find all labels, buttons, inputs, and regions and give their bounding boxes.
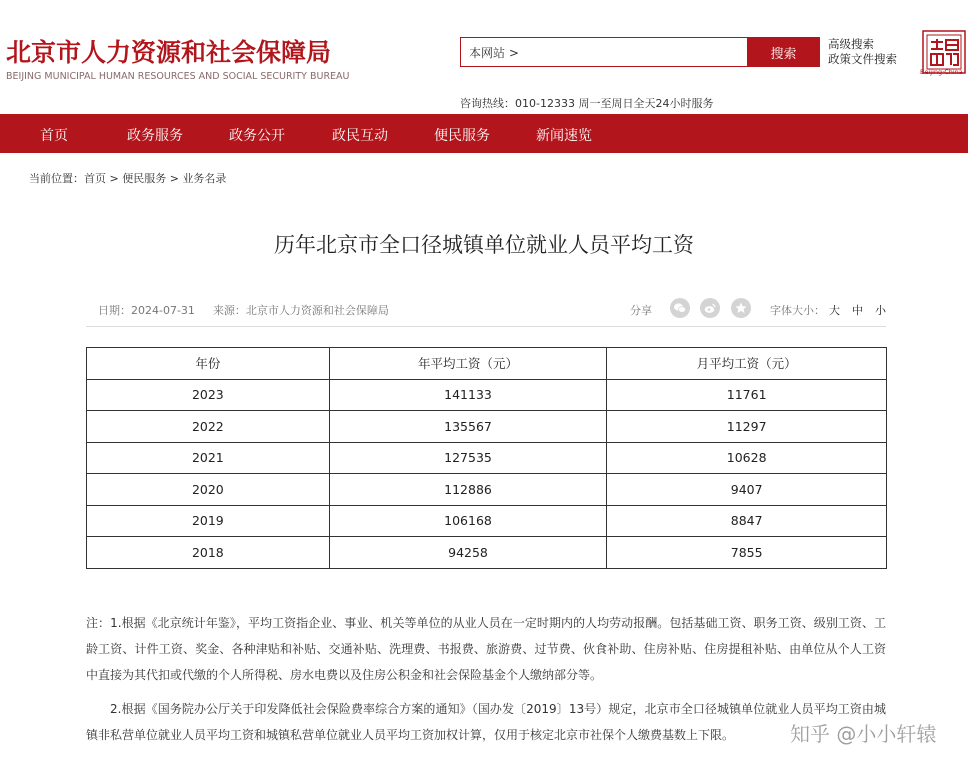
breadcrumb-label: 当前位置： — [29, 172, 84, 185]
table-cell-year: 2023 — [87, 379, 330, 411]
table-row — [87, 442, 887, 474]
advanced-search-link[interactable]: 高级搜索 — [828, 37, 874, 51]
table-cell-year: 2022 — [87, 411, 330, 443]
table-cell-annual: 141133 — [329, 379, 607, 411]
site-logo-title[interactable]: 北京市人力资源和社会保障局 — [6, 38, 332, 67]
table-row — [87, 537, 887, 569]
table-cell-annual: 112886 — [329, 474, 607, 506]
nav-item-news[interactable]: 新闻速览 — [536, 128, 592, 144]
table-cell-monthly: 8847 — [607, 505, 887, 537]
nav-item-gov-open[interactable]: 政务公开 — [229, 128, 285, 144]
breadcrumb-separator: > — [166, 172, 183, 185]
table-cell-monthly: 11761 — [607, 379, 887, 411]
nav-item-public-services[interactable]: 便民服务 — [434, 128, 490, 144]
watermark-text: 知乎 @小小轩辕 — [790, 722, 937, 746]
table-row — [87, 379, 887, 411]
table-header-row — [87, 348, 887, 380]
page-title: 历年北京市全口径城镇单位就业人员平均工资 — [274, 233, 694, 257]
article-date: 日期：2024-07-31 — [98, 304, 195, 317]
table-header-year: 年份 — [87, 348, 330, 380]
breadcrumb-item-home[interactable]: 首页 — [84, 172, 106, 185]
hotline-text: 咨询热线：010-12333 周一至周日全天24小时服务 — [460, 97, 714, 110]
table-row — [87, 474, 887, 506]
table-cell-year: 2020 — [87, 474, 330, 506]
nav-item-gov-services[interactable]: 政务服务 — [127, 128, 183, 144]
nav-item-interaction[interactable]: 政民互动 — [332, 128, 388, 144]
wechat-share-icon[interactable] — [670, 298, 690, 318]
search-box — [460, 37, 748, 67]
article-source: 来源：北京市人力资源和社会保障局 — [212, 304, 389, 317]
article-notes — [86, 610, 886, 756]
table-cell-year: 2019 — [87, 505, 330, 537]
breadcrumb-item-business-list[interactable]: 业务名录 — [182, 172, 227, 185]
table-cell-annual: 94258 — [329, 537, 607, 569]
search-input[interactable] — [461, 38, 748, 66]
note-paragraph-2: 2.根据《国务院办公厅关于印发降低社会保险费率综合方案的通知》（国办发〔2019〕13号）规定，北京市全口径城镇单位就业人员平均工资由城镇非私营单位就业人员平均工资和城镇私营单位就业人员平均工资加权计算，仅用于核定北京市社保个人缴费基数上下限。 — [86, 702, 886, 742]
table-cell-monthly: 11297 — [607, 411, 887, 443]
nav-item-home[interactable]: 首页 — [40, 128, 68, 144]
table-cell-year: 2018 — [87, 537, 330, 569]
font-size-medium[interactable]: 中 — [852, 304, 863, 317]
note-paragraph-1: 注：1.根据《北京统计年鉴》，平均工资指企业、事业、机关等单位的从业人员在一定时期内的人均劳动报酬。包括基础工资、职务工资、级别工资、工龄工资、计件工资、奖金、各种津贴和补贴、交通补贴、洗理费、书报费、旅游费、过节费、伙食补助、住房补贴、住房提租补贴、由单位从个人工资中直接为其代扣或代缴的个人所得税、房水电费以及住房公积金和社会保险基金个人缴纳部分等。 — [86, 616, 886, 682]
breadcrumb-separator: > — [106, 172, 123, 185]
table-row — [87, 505, 887, 537]
salary-table-wrap — [86, 347, 887, 569]
site-header — [0, 0, 968, 114]
favorite-star-icon[interactable] — [731, 298, 751, 318]
table-cell-annual: 127535 — [329, 442, 607, 474]
salary-table — [86, 347, 887, 569]
policy-search-link[interactable]: 政策文件搜索 — [828, 52, 897, 66]
table-cell-year: 2021 — [87, 442, 330, 474]
table-cell-monthly: 10628 — [607, 442, 887, 474]
table-row — [87, 411, 887, 443]
search-button[interactable]: 搜索 — [747, 37, 820, 67]
search-links — [828, 37, 897, 67]
font-size-large[interactable]: 大 — [829, 304, 840, 317]
table-cell-annual: 135567 — [329, 411, 607, 443]
share-label: 分享 — [630, 304, 652, 317]
seal-caption: Beijing·China — [920, 68, 963, 76]
weibo-share-icon[interactable] — [700, 298, 720, 318]
site-logo-subtitle: BEIJING MUNICIPAL HUMAN RESOURCES AND SOCIAL SECURITY BUREAU — [6, 71, 350, 82]
table-header-annual: 年平均工资（元） — [329, 348, 607, 380]
article-meta — [98, 302, 389, 318]
breadcrumb — [29, 170, 226, 186]
table-cell-monthly: 9407 — [607, 474, 887, 506]
table-header-monthly: 月平均工资（元） — [607, 348, 887, 380]
font-size-small[interactable]: 小 — [875, 304, 886, 317]
table-cell-monthly: 7855 — [607, 537, 887, 569]
breadcrumb-item-public-services[interactable]: 便民服务 — [122, 172, 167, 185]
meta-divider — [86, 326, 886, 327]
main-nav — [0, 114, 968, 153]
table-cell-annual: 106168 — [329, 505, 607, 537]
font-size-label: 字体大小： — [770, 304, 825, 317]
